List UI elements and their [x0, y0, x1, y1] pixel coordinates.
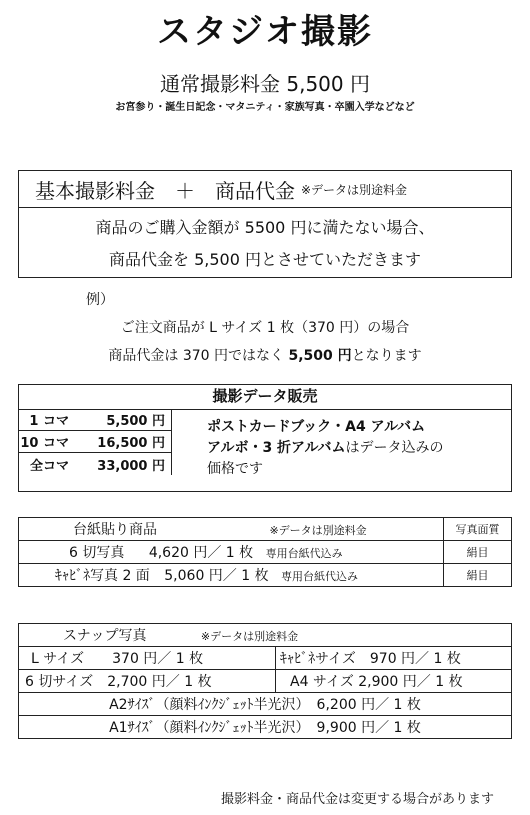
data-sale-box — [18, 384, 512, 492]
mount-note: ※データは別途料金 — [269, 524, 367, 537]
basic-fee-note: ※データは別途料金 — [301, 182, 408, 197]
mount-row-extra: 専用台紙代込み — [281, 570, 359, 583]
occasions-list: お宮参り・誕生日記念・マタニティ・家族写真・卒園入学などなど — [115, 102, 415, 113]
footer-note: 撮影料金・商品代金は変更する場合があります — [220, 792, 494, 807]
example-line-2-pre: 商品代金は 370 円ではなく — [108, 348, 289, 364]
example-line-2-bold: 5,500 円 — [288, 348, 352, 364]
mount-row-name: 6 切写真 — [69, 545, 125, 561]
mount-row-main — [19, 564, 444, 587]
example-line-2-post: となります — [351, 348, 422, 364]
data-sale-description — [207, 417, 507, 480]
snap-cabinet-size: ｷｬﾋﾞﾈサイズ 970 円／ 1 枚 — [276, 647, 512, 670]
price-row-value: 33,000 円 — [97, 458, 165, 474]
snap-photo-table — [18, 623, 512, 739]
snap-heading: スナップ写真 — [63, 628, 147, 644]
price-row-label: 10 コマ — [20, 436, 69, 451]
desc-bold-1: ポストカードブック・A4 アルバム — [207, 419, 426, 435]
snap-note: ※データは別途料金 — [200, 630, 299, 643]
basic-fee-heading: 基本撮影料金 ＋ 商品代金 — [35, 178, 295, 203]
desc-tail: はデータ込みの — [345, 440, 444, 456]
snap-a4-size: A4 サイズ 2,900 円／ 1 枚 — [276, 670, 512, 693]
table-row — [19, 716, 512, 739]
data-sale-price-list — [19, 409, 172, 475]
price-row — [19, 409, 172, 431]
basic-fee-box — [18, 170, 512, 278]
table-row — [19, 693, 512, 716]
mount-row-name: ｷｬﾋﾞﾈ写真 2 面 — [55, 568, 150, 584]
basic-fee-line-2: 商品代金を 5,500 円とさせていただきます — [109, 250, 421, 269]
mount-heading: 台紙貼り商品 — [73, 522, 157, 538]
table-row — [19, 647, 512, 670]
desc-line-3: 価格です — [207, 461, 263, 477]
mount-row-finish: 絹目 — [444, 564, 512, 587]
price-row-value: 16,500 円 — [97, 436, 165, 451]
price-row-label: 1 コマ — [29, 414, 69, 429]
snap-l-size: L サイズ 370 円／ 1 枚 — [19, 647, 276, 670]
basic-fee-header — [19, 171, 511, 208]
finish-header: 写真面質 — [444, 518, 512, 541]
example-line-1: ご注文商品が L サイズ 1 枚（370 円）の場合 — [120, 320, 410, 336]
snap-a2-size: A2ｻｲｽﾞ（顔料ｲﾝｸｼﾞｪｯﾄ半光沢） 6,200 円／ 1 枚 — [19, 693, 512, 716]
mount-row-finish: 絹目 — [444, 541, 512, 564]
table-row — [19, 670, 512, 693]
basic-fee-line-1: 商品のご購入金額が 5500 円に満たない場合、 — [95, 218, 435, 237]
price-row — [19, 431, 172, 453]
mount-products-table — [18, 517, 512, 587]
price-row-label: 全コマ — [29, 458, 69, 474]
snap-a1-size: A1ｻｲｽﾞ（顔料ｲﾝｸｼﾞｪｯﾄ半光沢） 9,900 円／ 1 枚 — [19, 716, 512, 739]
table-row — [19, 541, 512, 564]
mount-row-extra: 専用台紙代込み — [265, 547, 343, 560]
example-line-2 — [0, 345, 530, 365]
mount-row-price: 5,060 円／ 1 枚 — [164, 568, 269, 584]
mount-header-cell — [19, 518, 444, 541]
mount-row-price: 4,620 円／ 1 枚 — [148, 545, 254, 561]
snap-6giri-size: 6 切サイズ 2,700 円／ 1 枚 — [19, 670, 276, 693]
page-title: スタジオ撮影 — [157, 12, 373, 52]
price-row — [19, 453, 172, 475]
price-row-value: 5,500 円 — [106, 414, 165, 429]
mount-row-main — [19, 541, 444, 564]
standard-fee: 通常撮影料金 5,500 円 — [160, 72, 370, 96]
table-row — [19, 564, 512, 587]
data-sale-heading: 撮影データ販売 — [19, 385, 511, 410]
desc-bold-2: アルボ・3 折アルバム — [207, 440, 346, 456]
example-label: 例） — [86, 292, 114, 308]
snap-header-cell — [19, 624, 512, 647]
